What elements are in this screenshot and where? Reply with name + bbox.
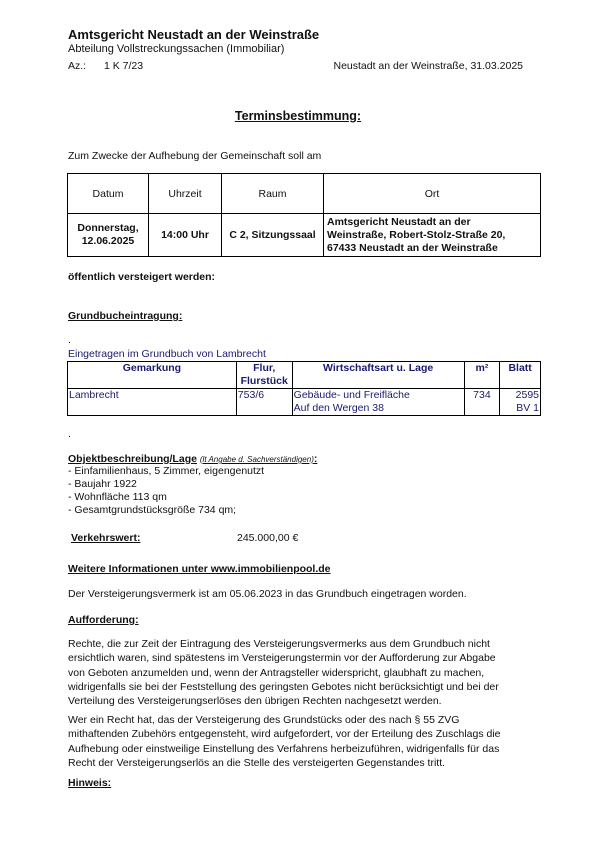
cell-wirtschaftsart <box>292 389 464 416</box>
termin-room: C 2, Sitzungssaal <box>222 214 324 257</box>
col-flur-line1: Flur, <box>253 362 276 374</box>
place-date: Neustadt an der Weinstraße, 31.03.2025 <box>333 60 523 72</box>
sold-text: öffentlich versteigert werden: <box>68 271 216 283</box>
paragraph-line: Verteilung des Versteigerungserlöses den übrigen Rechten nachgesetzt werden. <box>68 695 442 708</box>
cell-flur: 753/6 <box>236 389 292 416</box>
cell-m2: 734 <box>464 389 500 416</box>
department: Abteilung Vollstreckungssachen (Immobiliar) <box>68 43 285 55</box>
grundbuch-table <box>67 361 541 416</box>
paragraph-line: von Geboten anzumelden und, wenn der Antragsteller widerspricht, glaubhaft zu machen, <box>68 666 485 679</box>
page-title: Terminsbestimmung: <box>234 109 362 123</box>
intro-text: Zum Zwecke der Aufhebung der Gemeinschaft soll am <box>68 150 322 162</box>
termin-ort-line3: 67433 Neustadt an der Weinstraße <box>327 241 498 254</box>
grundbuch-dot: . <box>68 334 71 346</box>
termin-ort-line1: Amtsgericht Neustadt an der <box>327 215 471 228</box>
termin-date <box>68 214 149 257</box>
court-name: Amtsgericht Neustadt an der Weinstraße <box>68 27 320 42</box>
cell-gemarkung: Lambrecht <box>68 389 237 416</box>
col-blatt: Blatt <box>500 362 541 389</box>
paragraph-line: ersichtlich waren, sind spätestens im Versteigerungstermin vor der Aufforderung zur Abgabe <box>68 652 496 665</box>
cell-blatt-line2: BV 1 <box>516 402 539 414</box>
list-item: - Baujahr 1922 <box>68 478 137 490</box>
cell-wirt-line1: Gebäude- und Freifläche <box>293 389 410 401</box>
aufforderung-paragraph-2 <box>68 713 538 770</box>
grundbuch-header-row <box>68 362 541 389</box>
col-flur-line2: Flurstück <box>240 375 288 387</box>
vermerk-text: Der Versteigerungsvermerk ist am 05.06.2023 in das Grundbuch eingetragen worden. <box>68 588 467 600</box>
termin-ort-line2: Weinstraße, Robert-Stolz-Straße 20, <box>327 228 506 241</box>
object-heading-note: (lt Angabe d. Sachverständigen) <box>199 455 314 464</box>
paragraph-line: Wer ein Recht hat, das der Versteigerung des Grundstücks oder des nach § 55 ZVG <box>68 714 460 726</box>
hinweis-heading: Hinweis: <box>68 777 112 789</box>
col-wirtschaftsart: Wirtschaftsart u. Lage <box>292 362 464 389</box>
aufforderung-heading: Aufforderung: <box>68 614 139 626</box>
list-item: - Einfamilienhaus, 5 Zimmer, eigengenutzt <box>68 465 265 477</box>
col-gemarkung: Gemarkung <box>68 362 237 389</box>
header-raum: Raum <box>222 174 324 214</box>
cell-wirt-line2: Auf den Wergen 38 <box>293 402 384 414</box>
paragraph-line: Rechte, die zur Zeit der Eintragung des Versteigerungsvermerks aus dem Grundbuch nicht <box>68 638 490 650</box>
paragraph-line: mithaftenden Zubehörs entgegensteht, wird aufgefordert, vor der Erteilung des Zuschlags die <box>68 728 501 741</box>
termin-header-row <box>68 174 541 214</box>
grundbuch-registered-in: Eingetragen im Grundbuch von Lambrecht <box>68 348 266 360</box>
verkehrswert-value: 245.000,00 € <box>237 532 299 544</box>
termin-date-line1: Donnerstag, <box>77 222 139 234</box>
list-item: - Gesamtgrundstücksgröße 734 qm; <box>68 504 237 516</box>
paragraph-line: Recht der Versteigerungserlös an die Stelle des versteigerten Gegenstandes tritt. <box>68 756 446 769</box>
grundbuch-heading: Grundbucheintragung: <box>68 310 183 322</box>
object-dot: . <box>68 428 71 440</box>
object-heading-colon: : <box>313 453 318 465</box>
az-label: Az.: <box>68 60 87 72</box>
cell-blatt <box>500 389 541 416</box>
termin-table <box>67 173 541 257</box>
more-info-link[interactable]: Weitere Informationen unter www.immobilienpool.de <box>68 563 331 575</box>
verkehrswert-label: Verkehrswert: <box>71 532 141 544</box>
termin-date-line2: 12.06.2025 <box>81 235 135 247</box>
cell-blatt-line1: 2595 <box>515 389 539 401</box>
paragraph-line: widrigenfalls sie bei der Feststellung des geringsten Gebotes nicht berücksichtigt und bei der <box>68 680 499 693</box>
termin-time: 14:00 Uhr <box>149 214 222 257</box>
header-uhrzeit: Uhrzeit <box>149 174 222 214</box>
col-m2: m² <box>464 362 500 389</box>
list-item: - Wohnfläche 113 qm <box>68 491 167 503</box>
header-datum: Datum <box>68 174 149 214</box>
object-list <box>68 465 264 517</box>
termin-row <box>68 214 541 257</box>
paragraph-line: Aufhebung oder einstweilige Einstellung des Verfahrens herbeizuführen, widrigenfalls für das <box>68 742 500 755</box>
table-row <box>68 389 541 416</box>
header-ort: Ort <box>324 174 541 214</box>
az-value: 1 K 7/23 <box>104 60 144 72</box>
object-heading <box>68 453 317 465</box>
aufforderung-paragraph-1 <box>68 637 538 708</box>
col-flur <box>236 362 292 389</box>
termin-ort <box>324 214 541 257</box>
object-heading-text: Objektbeschreibung/Lage <box>68 453 197 465</box>
